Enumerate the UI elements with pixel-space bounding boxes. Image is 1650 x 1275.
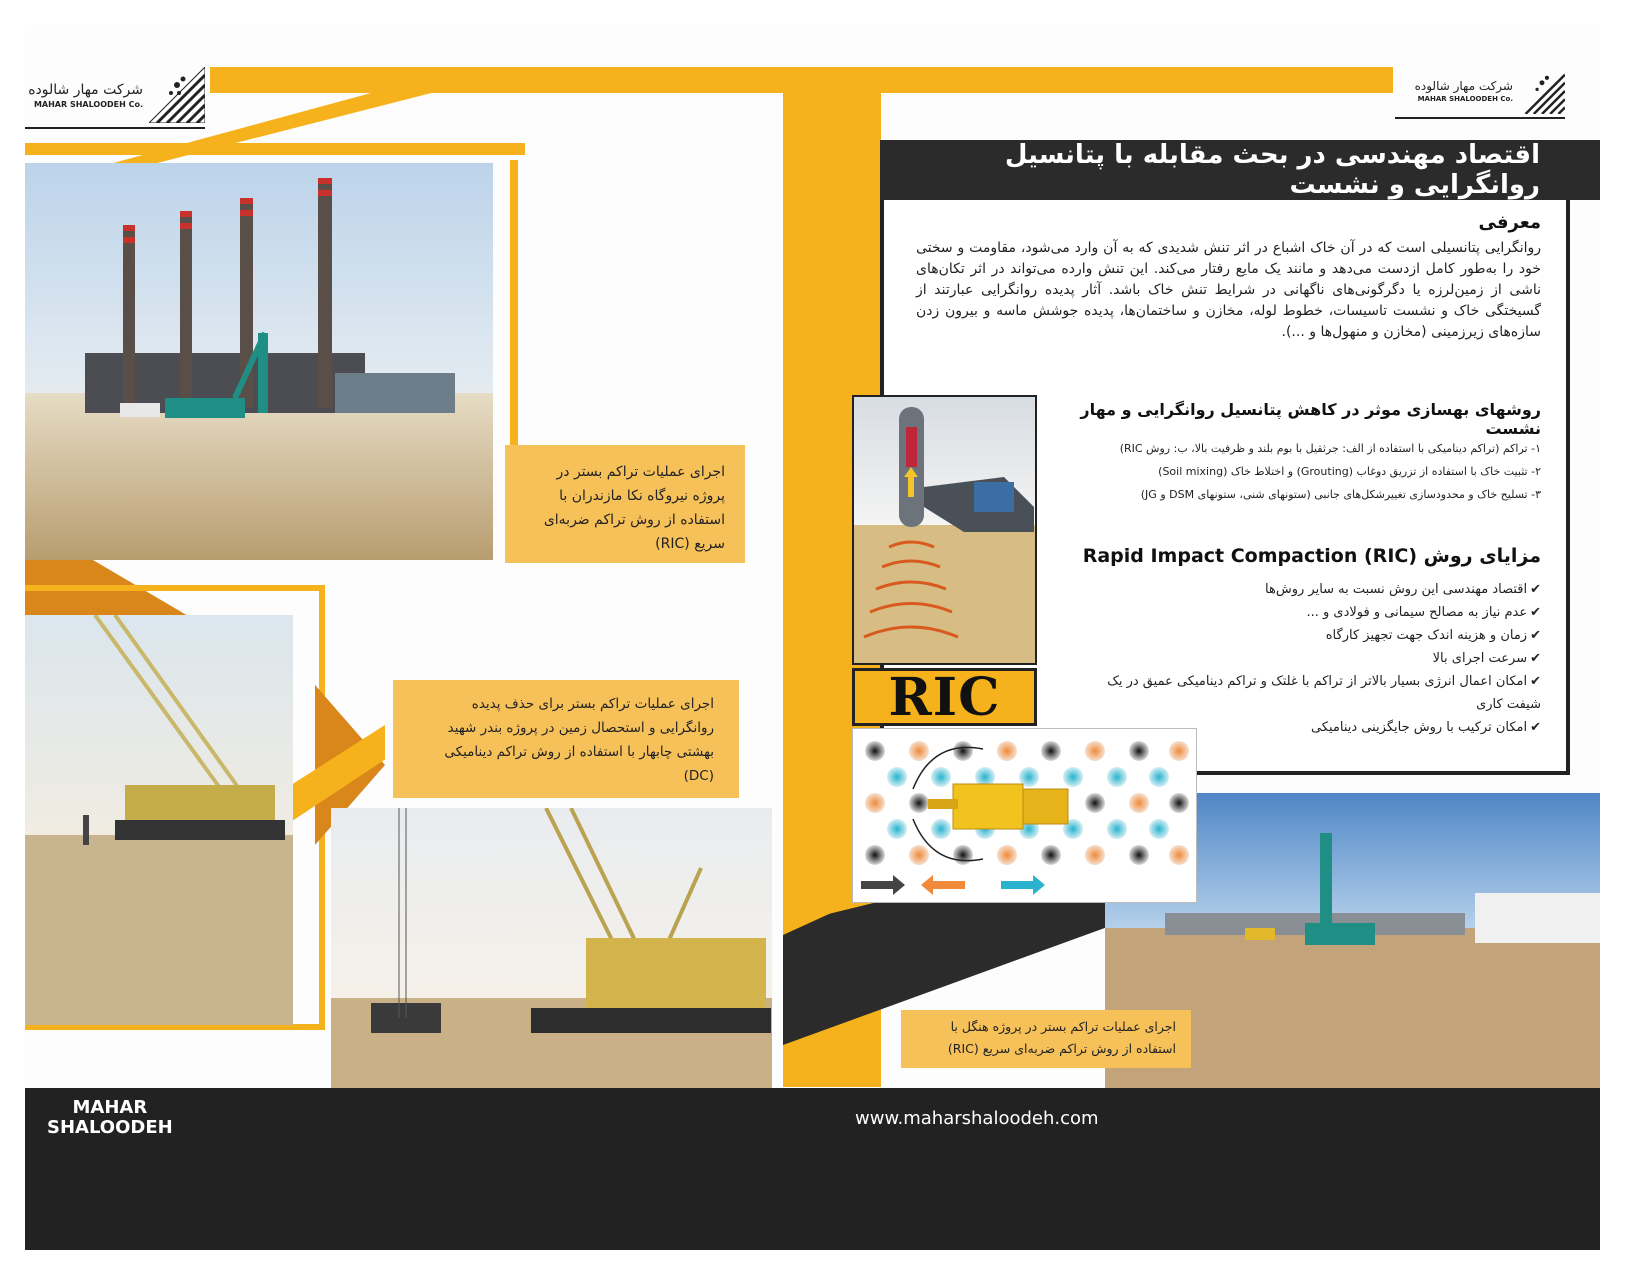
- brochure-page: [25, 25, 1600, 1250]
- caption-hengel: [901, 1010, 1191, 1068]
- advantages-list: [1071, 578, 1541, 739]
- advantage-item: ✔عدم نیاز به مصالح سیمانی و فولادی و ...: [1306, 605, 1541, 620]
- ric-machine-illustration: [852, 395, 1037, 665]
- advantage-item: ✔امکان ترکیب با روش جایگزینی دینامیکی: [1310, 720, 1541, 735]
- logo-name-en: MAHAR SHALOODEH Co.: [1417, 94, 1513, 103]
- company-logo-icon: [1519, 68, 1565, 114]
- advantage-item: ✔زمان و هزینه اندک جهت تجهیز کارگاه: [1325, 628, 1541, 643]
- photo-neka-power-plant: [25, 163, 493, 560]
- photo-chabahar-crane-left: [25, 615, 293, 1025]
- logo-right: [1395, 67, 1565, 119]
- advantages-heading: مزایای روش Rapid Impact Compaction (RIC): [1082, 545, 1541, 567]
- caption-neka-text: اجرای عملیات تراکم بستر در پروژه نیروگاه نکا مازندران با استفاده از روش تراکم ضربه‌ای سریع (RIC): [543, 464, 725, 552]
- website-link[interactable]: www.maharshaloodeh.com: [855, 1108, 1099, 1129]
- compaction-pattern-diagram: [852, 728, 1197, 903]
- logo-left: [25, 67, 205, 129]
- page-title: [880, 140, 1600, 200]
- check-icon: ✔: [1530, 605, 1541, 620]
- advantage-item: ✔امکان اعمال انرژی بسیار بالاتر از تراکم با غلتک و تراکم دینامیکی عمیق در یک شیفت کاری: [1107, 674, 1541, 712]
- footer-brand-line1: MAHAR: [72, 1097, 148, 1118]
- ric-label-box: [852, 668, 1037, 726]
- check-icon: ✔: [1530, 628, 1541, 643]
- caption-hengel-text: اجرای عملیات تراکم بستر در پروژه هنگل با استفاده از روش تراکم ضربه‌ای سریع (RIC): [947, 1019, 1176, 1056]
- footer-brand: [47, 1098, 173, 1138]
- logo-name-en: MAHAR SHALOODEH Co.: [33, 99, 143, 109]
- method-item: ۱- تراکم (تراکم دینامیکی با استفاده از الف: جرثقیل با بوم بلند و ظرفیت بالا، ب: روش RIC): [1119, 442, 1541, 455]
- methods-heading: روشهای بهسازی موثر در کاهش پتانسیل روانگرایی و مهار نشست: [1080, 400, 1541, 438]
- ric-label-text: RIC: [888, 666, 1001, 728]
- footer-bar: [25, 1088, 1600, 1250]
- caption-neka: [505, 445, 745, 563]
- logo-name-fa: شرکت مهار شالوده: [1414, 78, 1513, 93]
- photo-chabahar-crane-bottom: [331, 808, 772, 1121]
- intro-heading: معرفی: [1478, 212, 1541, 233]
- footer-brand-line2: SHALOODEH: [47, 1117, 173, 1138]
- left-diagonal-yellow-lower: [25, 143, 525, 155]
- methods-list: [1041, 437, 1541, 506]
- caption-chabahar: [393, 680, 739, 798]
- logo-name-fa: شرکت مهار شالوده: [28, 81, 143, 98]
- advantage-item: ✔سرعت اجرای بالا: [1432, 651, 1541, 666]
- page-title-text: اقتصاد مهندسی در بحث مقابله با پتانسیل روانگرایی و نشست: [1004, 140, 1540, 200]
- method-item: ۳- تسلیح خاک و محدودسازی تغییرشکل‌های جانبی (ستونهای شنی، ستونهای DSM و JG): [1140, 488, 1541, 501]
- company-logo-icon: [149, 67, 205, 123]
- method-item: ۲- تثبیت خاک با استفاده از تزریق دوغاب (Grouting) و اختلاط خاک (Soil mixing): [1158, 465, 1541, 478]
- caption-chabahar-text: اجرای عملیات تراکم بستر برای حذف پدیده روانگرایی و استحصال زمین در پروژه بندر شهید بهشتی چابهار با استفاده از روش تراکم دینامیکی (DC): [444, 696, 714, 784]
- check-icon: ✔: [1530, 674, 1541, 689]
- check-icon: ✔: [1530, 582, 1541, 597]
- check-icon: ✔: [1530, 720, 1541, 735]
- advantage-item: ✔اقتصاد مهندسی این روش نسبت به سایر روش‌ها: [1265, 582, 1541, 597]
- intro-body: روانگرایی پتانسیلی است که در آن خاک اشباع در اثر تنش شدیدی که به آن وارد می‌شود، مقاومت و سختی خود را به‌طور کامل ازدست می‌دهد و مانند یک مایع رفتار می‌کند. این تنش وارده می‌تواند در اثر تکان‌های ناشی از زمین‌لرزه یا دگرگونی‌های ناگهانی در شرایط تنش خاک باشد. آثار پدیده روانگرایی عبارتند از گسیختگی خاک و نشست تاسیسات، خطوط لوله، مخازن و ساختمان‌ها، پدیده جوشش ماسه و بیرون زدن سازه‌های زیرزمینی (مخازن و منهول‌ها و ...).: [916, 240, 1541, 340]
- check-icon: ✔: [1530, 651, 1541, 666]
